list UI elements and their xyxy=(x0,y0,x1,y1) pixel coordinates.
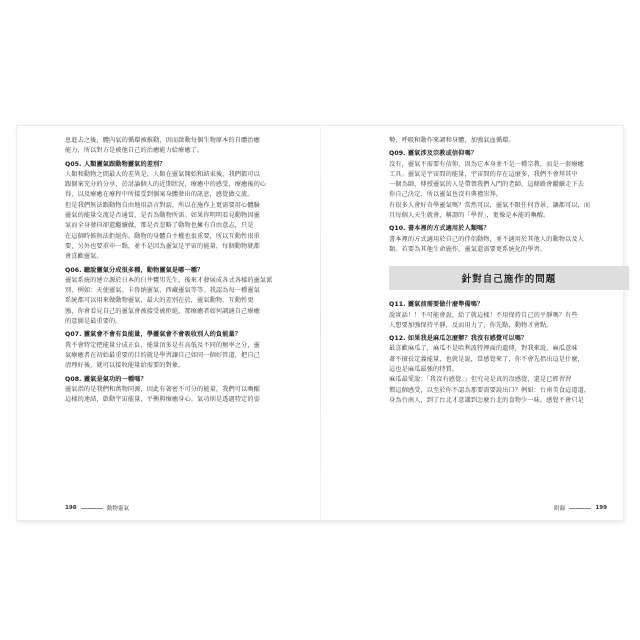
text-line: 你自己決定，所以靈氣也沒有典禮崇拜。 xyxy=(389,191,503,199)
text-line: 的意圖是最重要的。 xyxy=(65,318,122,326)
text-line: 身為台南人，到了台北才意識到怎麼台北的食物少一味。感覺不會只是 xyxy=(389,396,584,404)
text-line: 要，另外也要重申一點，並不是因為靈氣是宇宙的能量，每個動物就都 xyxy=(65,242,260,250)
question-heading-q09: Q09. 靈氣涉及宗教或信仰嗎？ xyxy=(389,150,478,158)
text-line: 說實話！！不可能會說，給了就這樣！不用保持自己的平靜嗎？有些 xyxy=(389,311,578,319)
footer-rule xyxy=(81,508,103,509)
text-line: 氣療癒者在初始最重要的目的就是學習讓自己如同一個好管道，把自己 xyxy=(65,351,260,359)
right-page-footer xyxy=(554,504,607,512)
right-page-column xyxy=(389,136,629,406)
answer-paragraph-q07 xyxy=(65,341,297,372)
text-line: 會喜歡靈氣。 xyxy=(65,253,103,261)
question-heading-q08: Q08. 靈氣是氣功的一種嗎？ xyxy=(65,375,147,383)
footer-rule xyxy=(569,508,591,509)
answer-paragraph-q10 xyxy=(389,235,629,256)
text-line: 工具。靈氣是宇宙間的能量，宇宙間的存在這麼多，我們不會拜其中 xyxy=(389,170,578,178)
question-heading-q06: Q06. 聽說靈氣分成很多種，動物靈氣是哪一種？ xyxy=(65,266,204,274)
right-page xyxy=(321,126,623,520)
left-page-footer xyxy=(65,504,129,512)
text-line: 但是我們無法跟動物自由地用語言對話，所以在施作上更需要用心體驗 xyxy=(65,201,260,209)
text-line: 勢，呼吸和動作來調和身體，加強氣血循環。 xyxy=(389,137,515,144)
text-line: 氣而全身發抖卻還繼續做，那是否忽略了動物也擁有自由意志，只是 xyxy=(65,222,254,230)
question-heading-q07: Q07. 靈氣會不會有負能量，學靈氣會不會吸收別人的負能量？ xyxy=(65,331,242,339)
question-heading-q11: Q11. 靈氣前需要做什麼準備嗎？ xyxy=(389,301,484,309)
text-line: 靈氣系統的建立源於日本的臼井甕男先生，後來才發展成各式各樣的靈氣派 xyxy=(65,276,273,284)
text-line: 得，以及療癒在療程中所接受到個案身體發出的訊息，感覺做交流。 xyxy=(65,191,254,199)
running-title: 動物靈氣 xyxy=(106,506,130,512)
text-line: 人想要加強保持平靜，反而用力了，你先點，動物才會點。 xyxy=(389,321,553,329)
left-page-column xyxy=(65,136,297,405)
question-heading-q10: Q10. 書本裡的方式適用於人類嗎？ xyxy=(389,225,490,233)
text-line: 一個為師，傳授靈氣的人是帶領我們入門的老師，這條路會繼續走下去 xyxy=(389,181,584,189)
text-line: 這也是麻瓜最強的特質。 xyxy=(389,366,459,374)
page-number: 198 xyxy=(65,505,77,511)
left-page xyxy=(17,126,320,520)
text-line: 有很多人會好奇學靈氣嗎？當然可以，靈氣不限任何背景，讓都可以，而 xyxy=(389,201,591,209)
text-line: 沒有，靈氣不需要有信仰，因為它本身並不是一種宗教，而是一套療癒 xyxy=(389,160,584,168)
text-line: 息進去之後，體內氣的循環被推動，因而啟動每個生物原本的自體治癒 xyxy=(65,137,260,144)
text-line: 類。若要為其他生命施作，靈氣還需要更系統化的學習。 xyxy=(389,245,547,253)
book-spread xyxy=(17,126,623,520)
running-title: 附錄 xyxy=(554,506,566,512)
text-line: 清理好後，就可以接收能量給需要的對象。 xyxy=(65,362,185,370)
text-line: 能力，所以對方是被他自己的治癒能力給療癒了。 xyxy=(65,147,204,155)
question-heading-q05: Q05. 人類靈氣跟動物靈氣的差別？ xyxy=(65,160,166,168)
text-line: 人類和動物之間最大的差異是，人類在靈氣開始和結束後，我們都可以 xyxy=(65,170,260,178)
answer-paragraph-q12 xyxy=(389,344,629,406)
answer-paragraph-q06 xyxy=(65,276,297,327)
answer-paragraph-q05 xyxy=(65,170,297,263)
section-header: 針對自己施作的問題 xyxy=(389,266,629,290)
answer-paragraph-q09 xyxy=(389,160,629,222)
text-line: 靈氣指的是我們和萬物同源，因此有著密不可分的能量，我們可以喚醒 xyxy=(65,385,260,393)
text-line: 系統都可以用來做動物靈氣，最大的差別在於，靈氣動物、互動性更 xyxy=(65,297,254,305)
answer-paragraph-q11 xyxy=(389,311,629,332)
text-line: 最喜歡麻瓜了，麻瓜不是哈利波特裡面的遺傳，對我來說，麻瓜意味 xyxy=(389,345,578,353)
text-line: 這樣的連結，啟動宇宙能量，平衡與療癒身心。氣功則是透過特定的姿 xyxy=(65,396,260,404)
text-line: 跟個案充分的分享，於討論個人的近期狀況，療癒中的感受，療癒後的心 xyxy=(65,181,267,189)
intro-paragraph xyxy=(389,136,629,146)
question-heading-q12: Q12. 如果我是麻瓜怎麼辦？我沒有感覺可以嗎？ xyxy=(389,335,528,343)
text-line: 且每個人天生就會，稱謂的「學習」，更像是本能的喚醒。 xyxy=(389,212,550,220)
text-line: 我不會特定把能量分成正負，能量頂多是有高低及不同的頻率之分，靈 xyxy=(65,341,260,349)
text-line: 慣這個感受，以至於你不認為那要需要說出口？例如：台南美食這道道， xyxy=(389,386,591,394)
intro-paragraph xyxy=(65,136,297,157)
answer-paragraph-q08 xyxy=(65,385,297,406)
text-line: 麻瓜最愛說：「我沒有感覺。」但究竟是真的沒感覺，還是已經習習 xyxy=(389,376,572,384)
text-line: 在這個時候無法拒絕你。動物的身體自主權也很重要，所以互動性很重 xyxy=(65,232,260,240)
text-line: 靈氣的能量交流是否通當，是否為動物所需。如果你明明看見動物因靈 xyxy=(65,212,260,220)
page-number: 199 xyxy=(595,505,607,511)
text-line: 著不擅長定義能量，也就是說，當感覺來了，你不會先指出這是什麼， xyxy=(389,355,584,363)
text-line: 書本裡的方式適用於自己的伴侶動物，並不適用於其他人的動物以及人 xyxy=(389,235,584,243)
text-line: 強，你會看見自己的靈氣會被接受被拒絕，那療癒者如何調適自己療癒 xyxy=(65,307,260,315)
text-line: 別，例如：天使靈氣、卡魯納靈氣、西藏靈氣等等。我認為每一種靈氣 xyxy=(65,287,260,295)
